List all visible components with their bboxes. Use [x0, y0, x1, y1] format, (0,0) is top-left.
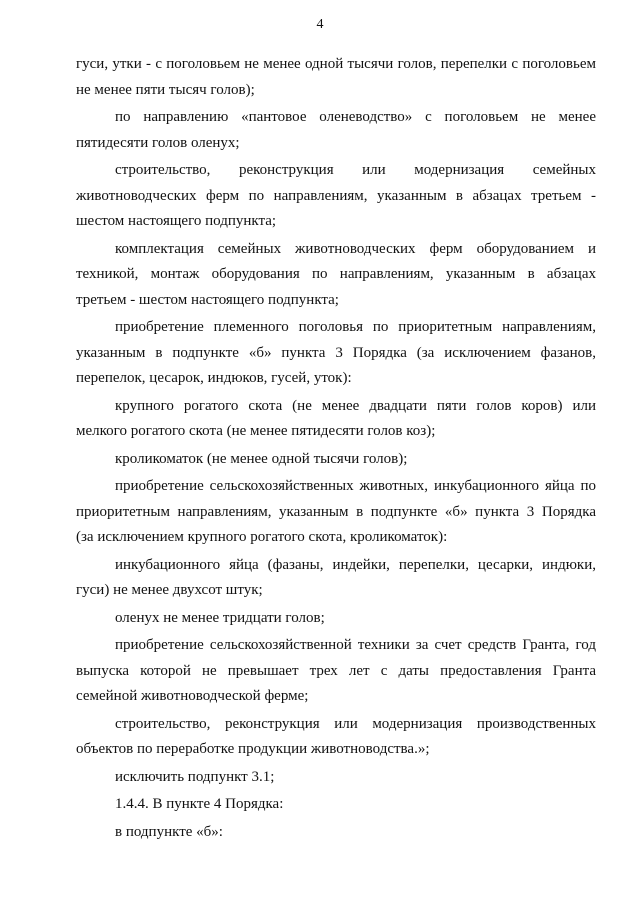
- document-body: [76, 52, 596, 847]
- text-line: 1.4.4. В пункте 4 Порядка:: [115, 796, 284, 812]
- text-line: по направлению «пантовое оленеводство» с поголовьем не менее: [115, 109, 596, 125]
- page-number: 4: [316, 17, 324, 32]
- text-line: пятидесяти голов оленух;: [76, 134, 240, 151]
- text-line: приобретение сельскохозяйственной техники за счет средств Гранта, год: [115, 637, 596, 653]
- text-line: объектов по переработке продукции животноводства.»;: [76, 741, 430, 757]
- text-line: гуси) не менее двухсот штук;: [76, 582, 263, 598]
- paragraph: [76, 712, 596, 763]
- paragraph: [76, 792, 596, 818]
- text-line: выпуска которой не превышает трех лет с даты предоставления Гранта: [76, 662, 596, 679]
- text-line: животноводческих ферм по направлениям, указанным в абзацах третьем -: [76, 187, 596, 204]
- text-line: кроликоматок (не менее одной тысячи голов);: [115, 450, 408, 467]
- text-line: шестом настоящего подпункта;: [76, 213, 277, 229]
- paragraph: [76, 105, 596, 156]
- text-line: приобретение племенного поголовья по приоритетным направлениям,: [115, 319, 596, 335]
- text-line: комплектация семейных животноводческих ферм оборудованием и: [115, 240, 596, 257]
- paragraph: [76, 315, 596, 392]
- text-line: мелкого рогатого скота (не менее пятидесяти голов коз);: [76, 423, 436, 439]
- paragraph: [76, 553, 596, 604]
- paragraph: [76, 633, 596, 710]
- text-line: семейной животноводческой ферме;: [76, 688, 309, 704]
- text-line: крупного рогатого скота (не менее двадцати пяти голов коров) или: [115, 397, 596, 414]
- paragraph: [76, 820, 596, 846]
- paragraph: [76, 394, 596, 445]
- paragraph: [76, 474, 596, 551]
- paragraph: [76, 237, 596, 314]
- text-line: инкубационного яйца (фазаны, индейки, перепелки, цесарки, индюки,: [115, 556, 596, 573]
- text-line: перепелок, цесарок, индюков, гусей, уток):: [76, 370, 352, 386]
- text-line: оленух не менее тридцати голов;: [115, 609, 325, 626]
- paragraph: [76, 447, 596, 473]
- text-line: приоритетным направлениям, указанным в подпункте «б» пункта 3 Порядка: [76, 503, 596, 520]
- text-line: указанным в подпункте «б» пункта 3 Порядка (за исключением фазанов,: [76, 344, 596, 361]
- text-line: строительство, реконструкция или модернизация семейных: [115, 162, 596, 178]
- text-line: не менее пяти тысяч голов);: [76, 81, 255, 98]
- paragraph: [76, 158, 596, 235]
- text-line: техникой, монтаж оборудования по направлениям, указанным в абзацах: [76, 266, 596, 282]
- text-line: приобретение сельскохозяйственных животных, инкубационного яйца по: [115, 478, 596, 494]
- text-line: третьем - шестом настоящего подпункта;: [76, 291, 339, 308]
- text-line: в подпункте «б»:: [115, 823, 223, 840]
- text-line: (за исключением крупного рогатого скота, кроликоматок):: [76, 529, 448, 545]
- text-line: строительство, реконструкция или модернизация производственных: [115, 715, 596, 732]
- paragraph: [76, 606, 596, 632]
- text-line: исключить подпункт 3.1;: [115, 768, 275, 785]
- text-line: гуси, утки - с поголовьем не менее одной тысячи голов, перепелки с поголовьем: [76, 56, 596, 72]
- paragraph: [76, 765, 596, 791]
- paragraph: [76, 52, 596, 103]
